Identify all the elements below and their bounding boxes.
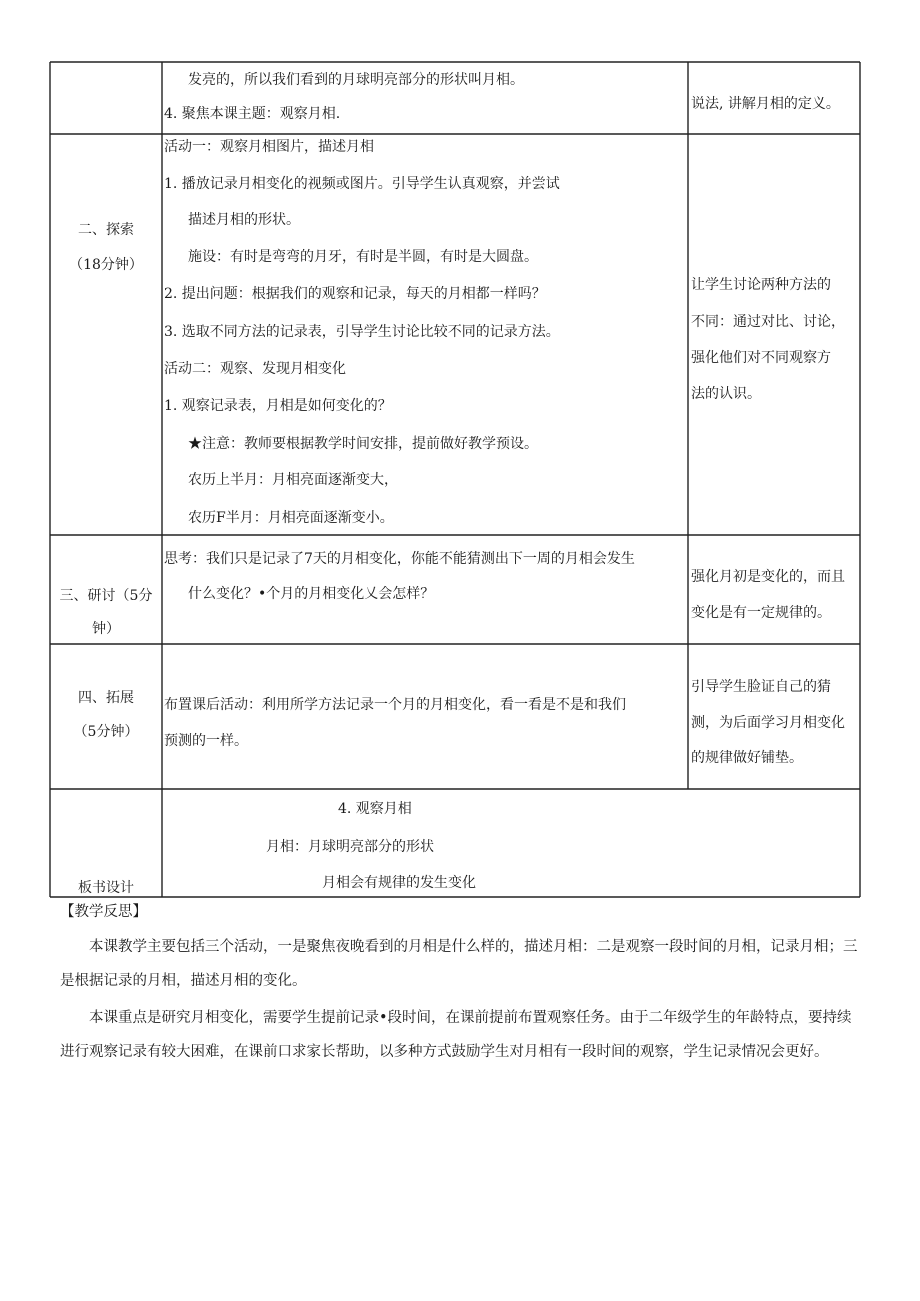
board-line-2: 月相：月球明亮部分的形状 — [266, 839, 434, 855]
explore-purpose-2: 不同：通过对比、讨论， — [691, 314, 845, 330]
explore-purpose-1: 让学生讨论两种方法的 — [691, 277, 831, 293]
explore-line-4: 施设：有时是弯弯的月牙，有时是半圆，有时是大圆盘。 — [188, 249, 538, 265]
discuss-stage: 三、研讨（5分 — [59, 588, 153, 604]
discuss-line-1: 思考：我们只是记录了7天的月相变化，你能不能猜测出下一周的月相会发生 — [164, 551, 635, 567]
board-stage: 板书设计 — [78, 880, 134, 896]
extend-line-2: 预测的一样。 — [164, 733, 248, 749]
board-line-1: 4. 观察月相 — [338, 801, 412, 817]
explore-line-10: 农历上半月：月相亮面逐渐变大， — [188, 472, 398, 488]
discuss-purpose-1: 强化月初是变化的，而且 — [691, 569, 845, 585]
extend-purpose-2: 测，为后面学习月相变化 — [691, 715, 845, 731]
explore-purpose-4: 法的认识。 — [691, 386, 761, 402]
discuss-time: 钟） — [92, 621, 120, 637]
explore-line-8: 1. 观察记录表，月相是如何变化的？ — [164, 398, 392, 414]
explore-purpose-3: 强化他们对不同观察方 — [691, 350, 831, 366]
intro-line-2: 4. 聚焦本课主题：观察月相. — [164, 106, 341, 122]
discuss-line-2: 什么变化？•个月的月相变化乂会怎样？ — [188, 586, 435, 602]
reflection-paragraph-1: 本课教学主要包括三个活动，一是聚焦夜晚看到的月相是什么样的，描述月相：二是观察一段时间的月相，记录月相；三是根据记录的月相，描述月相的变化。 — [60, 939, 858, 989]
explore-line-9: ★注意：教师要根据教学时间安排，提前做好教学预设。 — [188, 436, 538, 452]
extend-stage: 四、拓展 — [78, 690, 134, 706]
extend-purpose-3: 的规律做好铺垫。 — [691, 750, 803, 766]
explore-stage: 二、探索 — [78, 222, 134, 238]
extend-time: （5分钟） — [73, 724, 139, 740]
explore-line-7: 活动二：观察、发现月相变化 — [164, 361, 346, 377]
explore-time: （18分钟） — [69, 257, 143, 273]
intro-line-1: 发亮的，所以我们看到的月球明亮部分的形状叫月相。 — [188, 72, 524, 88]
reflection-paragraph-2: 本课重点是研究月相变化，需要学生提前记录•段时间，在课前提前布置观察任务。由于二年级学生的年龄特点，要持续进行观察记录有较大困难，在课前口求家长帮助，以多种方式鼓励学生对月相有一段时间的观察，学生记录情况会更好。 — [60, 1010, 852, 1060]
explore-line-11: 农历F半月：月相亮面逐渐变小。 — [188, 510, 394, 526]
explore-line-2: 1. 播放记录月相变化的视频或图片。引导学生认真观察，并尝试 — [164, 176, 560, 192]
explore-line-5: 2. 提出问题：根据我们的观察和记录，每天的月相都一样吗？ — [164, 286, 546, 302]
explore-line-6: 3. 选取不同方法的记录表，引导学生讨论比较不同的记录方法。 — [164, 324, 560, 340]
explore-line-3: 描述月相的形状。 — [188, 212, 300, 228]
explore-line-1: 活动一：观察月相图片，描述月相 — [164, 139, 374, 155]
reflection-heading: 【教学反思】 — [60, 904, 147, 920]
discuss-purpose-2: 变化是有一定规律的。 — [691, 605, 831, 621]
board-line-3: 月相会有规律的发生变化 — [322, 875, 476, 891]
intro-purpose: 说法, 讲解月相的定义。 — [691, 96, 840, 112]
extend-line-1: 布置课后活动：利用所学方法记录一个月的月相变化，看一看是不是和我们 — [164, 697, 626, 713]
extend-purpose-1: 引导学生脸证自己的猜 — [691, 679, 831, 695]
